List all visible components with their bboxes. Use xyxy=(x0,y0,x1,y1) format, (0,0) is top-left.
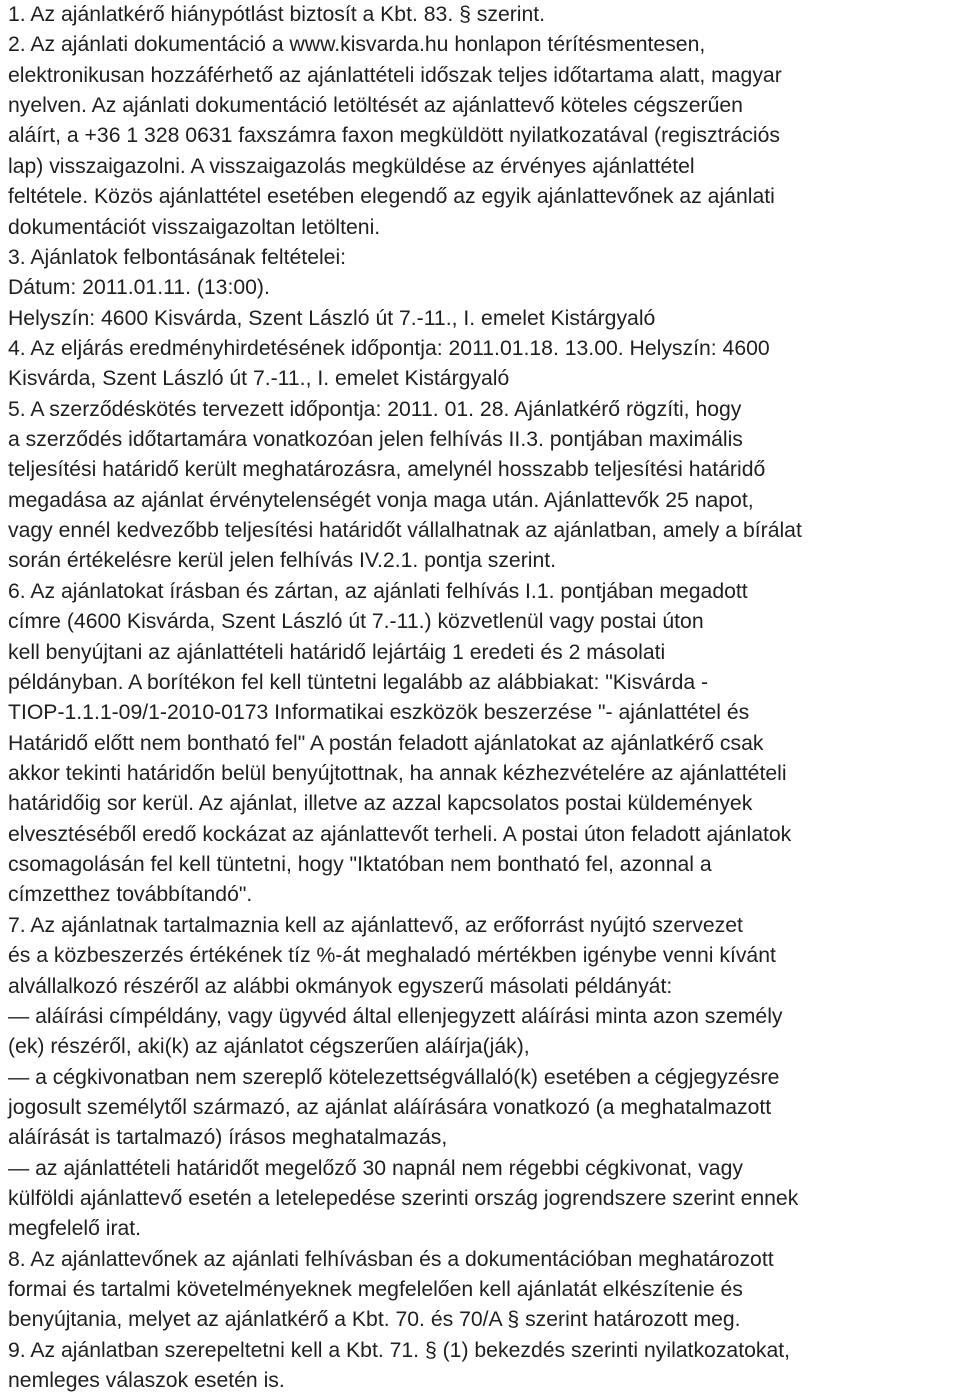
text-line: benyújtania, melyet az ajánlatkérő a Kbt. 70. és 70/A § szerint határozott meg. xyxy=(8,1308,741,1332)
text-line: 5. A szerződéskötés tervezett időpontja: 2011. 01. 28. Ajánlatkérő rögzíti, hogy xyxy=(8,397,742,421)
text-line: címzetthez továbbítandó". xyxy=(8,883,253,907)
text-line: a szerződés időtartamára vonatkozóan jelen felhívás II.3. pontjában maximális xyxy=(8,428,743,452)
text-line: akkor tekinti határidőn belül benyújtottnak, ha annak kézhezvételére az ajánlattételi xyxy=(8,761,787,785)
text-line: kell benyújtani az ajánlattételi határidő lejártáig 1 eredeti és 2 másolati xyxy=(8,640,666,664)
text-line: jogosult személytől származó, az ajánlat aláírására vonatkozó (a meghatalmazott xyxy=(8,1095,772,1119)
text-line: teljesítési határidő került meghatározásra, amelynél hosszabb teljesítési határidő xyxy=(8,458,766,482)
text-line: 9. Az ajánlatban szerepeltetni kell a Kbt. 71. § (1) bekezdés szerinti nyilatkozatokat, xyxy=(8,1338,791,1362)
text-line: vagy ennél kedvezőbb teljesítési határidőt vállalhatnak az ajánlatban, amely a bírálat xyxy=(8,519,802,543)
text-line: megfelelő irat. xyxy=(8,1217,142,1241)
text-line: külföldi ajánlattevő esetén a letelepedése szerinti ország jogrendszere szerint ennek xyxy=(8,1187,799,1211)
text-line: aláírását is tartalmazó) írásos meghatalmazás, xyxy=(8,1126,448,1150)
text-line: 1. Az ajánlatkérő hiánypótlást biztosít a Kbt. 83. § szerint. xyxy=(8,3,546,26)
text-line: TIOP-1.1.1-09/1-2010-0173 Informatikai eszközök beszerzése "- ajánlattétel és xyxy=(8,701,750,725)
text-line: elvesztéséből eredő kockázat az ajánlattevőt terheli. A postai úton feladott ajánlatok xyxy=(8,822,792,846)
text-line: megadása az ajánlat érvénytelenségét vonja maga után. Ajánlattevők 25 napot, xyxy=(8,488,754,512)
text-line: példányban. A borítékon fel kell tüntetni legalább az alábbiakat: "Kisvárda - xyxy=(8,670,709,694)
text-line: 4. Az eljárás eredményhirdetésének időpontja: 2011.01.18. 13.00. Helyszín: 4600 xyxy=(8,336,770,360)
text-line: alvállalkozó részéről az alábbi okmányok egyszerű másolati példányát: xyxy=(8,974,673,998)
text-line: lap) visszaigazolni. A visszaigazolás megküldése az érvényes ajánlattétel xyxy=(8,154,695,178)
text-line: — az ajánlattételi határidőt megelőző 30 napnál nem régebbi cégkivonat, vagy xyxy=(8,1156,743,1180)
text-line: csomagolásán fel kell tüntetni, hogy "Iktatóban nem bontható fel, azonnal a xyxy=(8,853,712,877)
text-line: Dátum: 2011.01.11. (13:00). xyxy=(8,276,270,300)
text-line: 7. Az ajánlatnak tartalmaznia kell az ajánlattevő, az erőforrást nyújtó szervezet xyxy=(8,913,743,937)
text-line: nyelven. Az ajánlati dokumentáció letöltését az ajánlattevő köteles cégszerűen xyxy=(8,94,743,118)
text-line: és a közbeszerzés értékének tíz %-át meghaladó mértékben igénybe venni kívánt xyxy=(8,944,776,968)
text-line: aláírt, a +36 1 328 0631 faxszámra faxon megküldött nyilatkozatával (regisztrációs xyxy=(8,124,780,148)
text-line: 8. Az ajánlattevőnek az ajánlati felhívásban és a dokumentációban meghatározott xyxy=(8,1247,774,1271)
text-line: nemleges válaszok esetén is. xyxy=(8,1369,285,1393)
text-line: dokumentációt visszaigazoltan letölteni. xyxy=(8,215,381,239)
text-line: (ek) részéről, aki(k) az ajánlatot cégszerűen aláírja(ják), xyxy=(8,1035,530,1059)
text-line: Helyszín: 4600 Kisvárda, Szent László út 7.-11., I. emelet Kistárgyaló xyxy=(8,306,656,330)
text-line: Kisvárda, Szent László út 7.-11., I. emelet Kistárgyaló xyxy=(8,367,510,391)
text-line: formai és tartalmi követelményeknek megfelelően kell ajánlatát elkészítenie és xyxy=(8,1278,743,1302)
text-line: határidőig sor kerül. Az ajánlat, illetve az azzal kapcsolatos postai küldemények xyxy=(8,792,753,816)
text-line: Határidő előtt nem bontható fel" A postán feladott ajánlatokat az ajánlatkérő csak xyxy=(8,731,764,755)
text-line: 6. Az ajánlatokat írásban és zártan, az ajánlati felhívás I.1. pontjában megadott xyxy=(8,579,748,603)
document-body xyxy=(8,0,960,1397)
text-line: — aláírási címpéldány, vagy ügyvéd által ellenjegyzett aláírási minta azon személy xyxy=(8,1004,783,1028)
text-line: során értékelésre kerül jelen felhívás IV.2.1. pontja szerint. xyxy=(8,549,557,573)
text-line: feltétele. Közös ajánlattétel esetében elegendő az egyik ajánlattevőnek az ajánlati xyxy=(8,185,775,209)
text-line: címre (4600 Kisvárda, Szent László út 7.-11.) közvetlenül vagy postai úton xyxy=(8,610,704,634)
text-line: 2. Az ajánlati dokumentáció a www.kisvarda.hu honlapon térítésmentesen, xyxy=(8,33,706,57)
text-line: 3. Ajánlatok felbontásának feltételei: xyxy=(8,245,347,269)
text-line: elektronikusan hozzáférhető az ajánlattételi időszak teljes időtartama alatt, magyar xyxy=(8,63,782,87)
text-line: — a cégkivonatban nem szereplő kötelezettségvállaló(k) esetében a cégjegyzésre xyxy=(8,1065,780,1089)
